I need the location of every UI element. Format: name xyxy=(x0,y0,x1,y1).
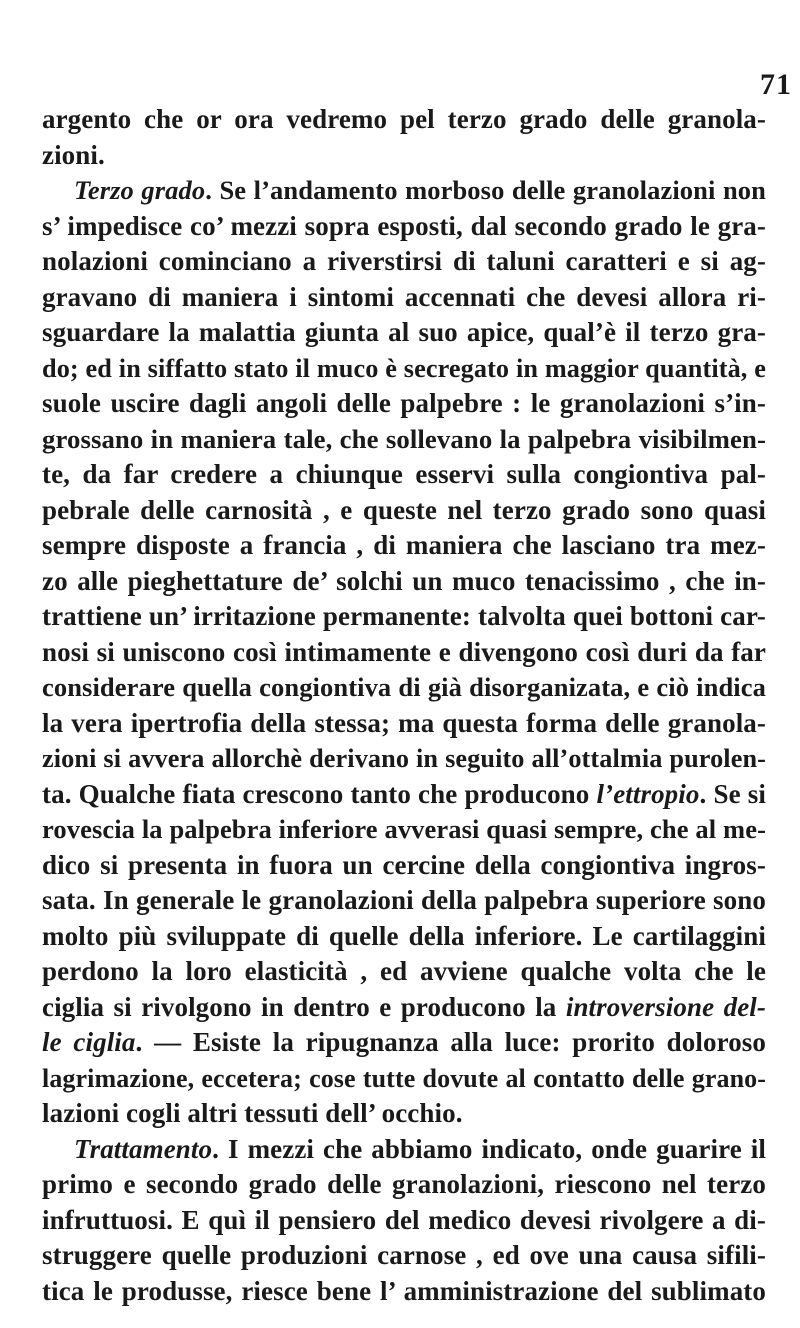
text-line xyxy=(42,209,766,245)
text-run: considerare quella congiontiva di già disorganizata, e ciò indica xyxy=(42,672,766,702)
italic-text: introversione del- xyxy=(565,991,766,1022)
text-run: te, da far credere a chiunque esservi sulla congiontiva pal- xyxy=(42,459,766,489)
text-line xyxy=(42,812,766,848)
text-run: rovescia la palpebra inferiore avverasi quasi sempre, che al me- xyxy=(42,814,766,844)
body-text xyxy=(42,102,766,1309)
text-line xyxy=(42,528,766,564)
text-run: argento che or ora vedremo pel terzo grado delle granola- xyxy=(42,104,766,134)
text-run: lazioni cogli altri tessuti dell’ occhio. xyxy=(42,1098,463,1128)
text-line xyxy=(42,883,766,919)
text-line xyxy=(42,777,766,813)
text-run: . Se l’andamento morboso delle granolazioni non xyxy=(205,175,766,205)
text-run: grossano in maniera tale, che sollevano la palpebra visibilmen- xyxy=(42,423,766,454)
text-run: struggere quelle produzioni carnose , ed ove una causa sifili- xyxy=(42,1240,766,1270)
text-line xyxy=(42,315,766,351)
text-line xyxy=(42,1203,766,1239)
text-line xyxy=(42,244,766,280)
text-run: . Se si xyxy=(699,778,766,809)
text-run: gravano di maniera i sintomi accennati che devesi allora ri- xyxy=(42,281,766,312)
text-line xyxy=(42,599,766,635)
italic-text: Trattamento xyxy=(74,1133,213,1164)
text-line xyxy=(42,1274,766,1310)
text-line xyxy=(42,422,766,458)
text-run: tica le produsse, riesce bene l’ amministrazione del sublimato xyxy=(42,1275,766,1306)
text-line xyxy=(42,1167,766,1203)
italic-text: Terzo grado xyxy=(74,175,206,205)
text-line xyxy=(42,1061,766,1097)
text-run: lagrimazione, eccetera; cose tutte dovute al contatto delle grano- xyxy=(42,1063,766,1093)
text-run: molto più sviluppate di quelle della inferiore. Le cartilaggini xyxy=(42,920,766,951)
text-line xyxy=(42,848,766,884)
text-line xyxy=(42,457,766,493)
text-run: infruttuosi. E quì il pensiero del medico devesi rivolgere a di- xyxy=(42,1204,766,1235)
text-run: . — Esiste la ripugnanza alla luce: prorito doloroso xyxy=(135,1027,767,1057)
text-run: . I mezzi che abbiamo indicato, onde guarire il xyxy=(212,1133,766,1164)
text-run: primo e secondo grado delle granolazioni, riescono nel terzo xyxy=(42,1169,766,1199)
text-line xyxy=(42,635,766,671)
text-line xyxy=(42,1025,766,1061)
text-run: dico si presenta in fuora un cercine della congiontiva ingros- xyxy=(42,849,766,880)
text-run: la vera ipertrofia della stessa; ma questa forma delle granola- xyxy=(42,707,766,738)
text-line xyxy=(42,741,766,777)
text-run: sempre disposte a francia , di maniera che lasciano tra mez- xyxy=(42,530,766,560)
italic-text: le ciglia xyxy=(42,1027,136,1057)
text-run: sguardare la malattia giunta al suo apice, qual’è il terzo gra- xyxy=(42,317,766,347)
text-run: perdono la loro elasticità , ed avviene qualche volta che le xyxy=(42,956,766,986)
page-number: 71 xyxy=(760,68,792,101)
text-line xyxy=(42,351,766,387)
text-run: zioni. xyxy=(42,139,105,170)
text-run: nolazioni cominciano a riverstirsi di taluni caratteri e si ag- xyxy=(42,246,766,276)
text-line xyxy=(42,954,766,990)
text-line xyxy=(42,493,766,529)
text-line xyxy=(42,670,766,706)
text-line xyxy=(42,1096,766,1132)
text-run: sata. In generale le granolazioni della palpebra superiore sono xyxy=(42,885,766,915)
text-run: do; ed in siffatto stato il muco è secregato in maggior quantità, e xyxy=(42,353,766,383)
text-run: suole uscire dagli angoli delle palpebre : le granolazioni s’in- xyxy=(42,388,766,418)
text-run: s’ impedisce co’ mezzi sopra esposti, dal secondo grado le gra- xyxy=(42,210,766,241)
text-run: ciglia si rivolgono in dentro e producono la xyxy=(42,991,566,1022)
italic-text: l’ettropio xyxy=(596,778,700,809)
text-run: pebrale delle carnosità , e queste nel terzo grado sono quasi xyxy=(42,494,766,525)
text-line xyxy=(42,706,766,742)
text-line xyxy=(42,1238,766,1274)
text-line xyxy=(42,173,766,209)
text-line xyxy=(42,919,766,955)
text-run: zo alle pieghettature de’ solchi un muco tenacissimo , che in- xyxy=(42,565,766,596)
text-line xyxy=(42,102,766,138)
text-run: ta. Qualche fiata crescono tanto che producono xyxy=(42,778,597,809)
text-run: zioni si avvera allorchè derivano in seguito all’ottalmia purolen- xyxy=(42,744,766,773)
text-line xyxy=(42,564,766,600)
text-run: nosi si uniscono così intimamente e divengono così duri da far xyxy=(42,636,766,667)
text-line xyxy=(42,386,766,422)
text-line xyxy=(42,138,766,174)
text-line xyxy=(42,1132,766,1168)
text-line xyxy=(42,280,766,316)
text-line xyxy=(42,990,766,1026)
text-run: trattiene un’ irritazione permanente: talvolta quei bottoni car- xyxy=(42,601,766,631)
